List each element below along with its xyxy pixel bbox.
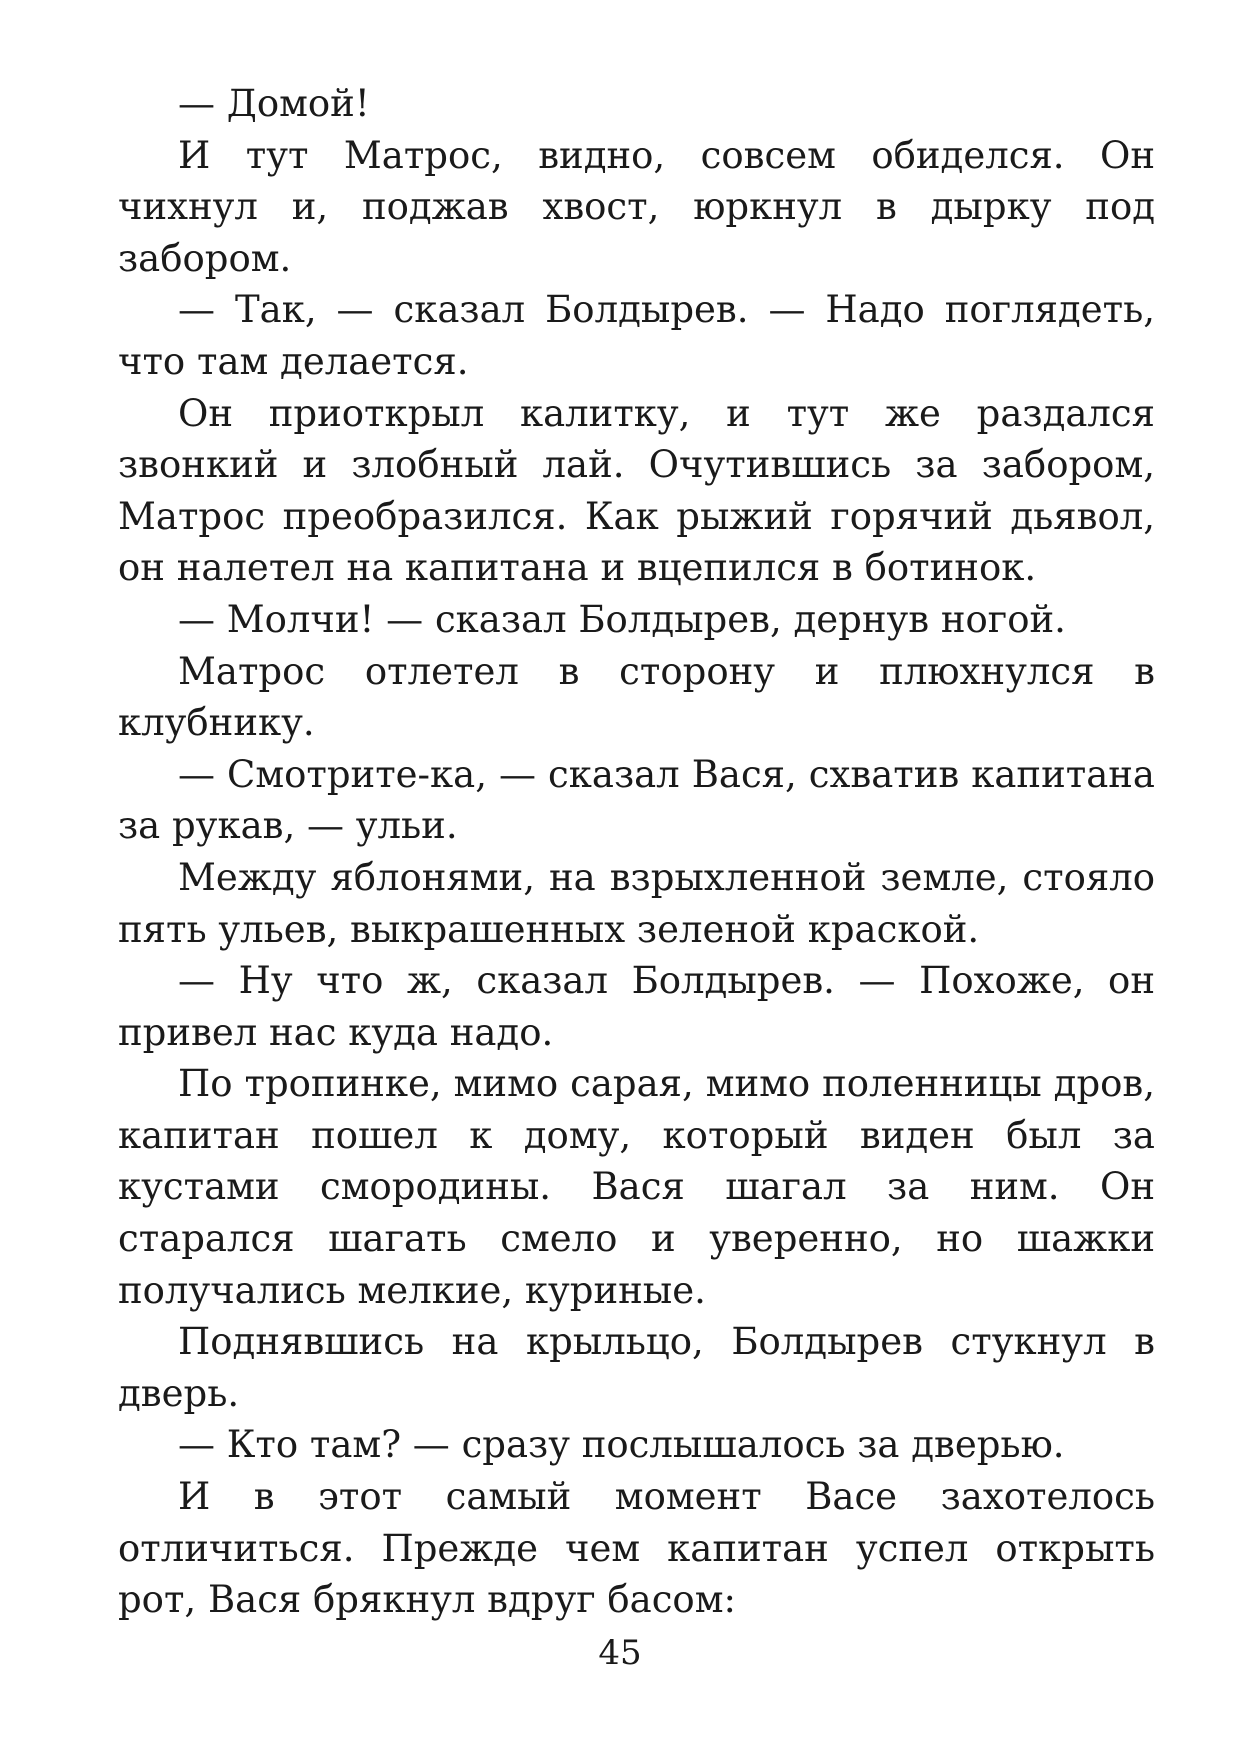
paragraph-1: — Домой! bbox=[178, 82, 370, 125]
paragraph-12: — Кто там? — сразу послышалось за дверью. bbox=[178, 1423, 1065, 1467]
paragraph-9: — Ну что ж, сказал Болдырев. — Похоже, он привел нас куда надо. bbox=[118, 959, 1155, 1054]
paragraph-2: И тут Матрос, видно, совсем обиделся. Он чихнул и, поджав хвост, юркнул в дырку под забором. bbox=[118, 133, 1155, 280]
paragraph-10: По тропинке, мимо сарая, мимо поленницы дров, капитан пошел к дому, который виден был за кустами смородины. Вася шагал за ним. Он старался шагать смело и уверенно, но шажки получались мелкие, куриные. bbox=[118, 1062, 1155, 1312]
page-body bbox=[118, 78, 1155, 1626]
paragraph-11: Поднявшись на крыльцо, Болдырев стукнул в дверь. bbox=[118, 1320, 1155, 1415]
paragraph-3: — Так, — сказал Болдырев. — Надо поглядеть, что там делается. bbox=[118, 288, 1155, 383]
paragraph-5: — Молчи! — сказал Болдырев, дернув ногой. bbox=[178, 597, 1066, 641]
page-number: 45 bbox=[598, 1633, 642, 1673]
paragraph-13: И в этот самый момент Васе захотелось отличиться. Прежде чем капитан успел открыть рот, Вася брякнул вдруг басом: bbox=[118, 1475, 1155, 1622]
paragraph-8: Между яблонями, на взрыхленной земле, стояло пять ульев, выкрашенных зеленой краской. bbox=[118, 855, 1155, 951]
paragraph-6: Матрос отлетел в сторону и плюхнулся в клубнику. bbox=[118, 649, 1155, 745]
paragraph-4: Он приоткрыл калитку, и тут же раздался звонкий и злобный лай. Очутившись за забором, Матрос преобразился. Как рыжий горячий дьявол, он налетел на капитана и вцепился в ботинок. bbox=[118, 391, 1155, 590]
paragraph-7: — Смотрите-ка, — сказал Вася, схватив капитана за рукав, — ульи. bbox=[118, 752, 1155, 848]
